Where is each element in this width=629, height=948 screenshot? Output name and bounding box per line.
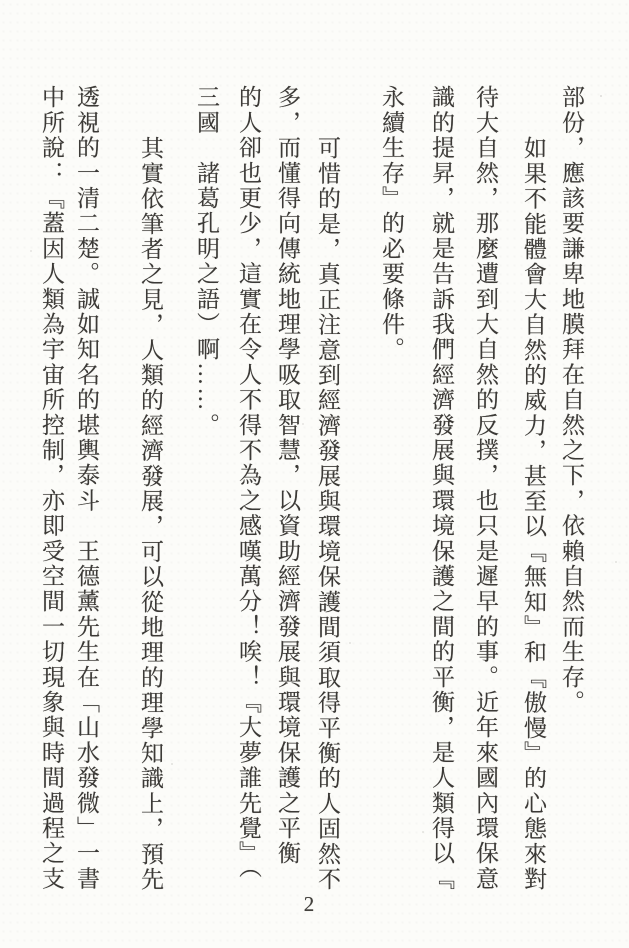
text-column: 的人卻也更少，這實在令人不得不為之感嘆萬分！唉！『大夢誰先覺』（ [236, 85, 261, 880]
text-column: 三國 諸葛孔明之語）啊……。 [194, 85, 219, 438]
text-column: 如果不能體會大自然的威力，甚至以『無知』和『傲慢』的心態來對 [521, 136, 546, 892]
text-column: 部份，應該要謙卑地膜拜在自然之下，依賴自然而生存。 [559, 85, 584, 715]
text-column: 識的提昇，就是告訴我們經濟發展與環境保護之間的平衡，是人類得以『 [429, 85, 454, 892]
text-column: 待大自然，那麼遭到大自然的反撲，也只是遲早的事。近年來國內環保意 [473, 85, 498, 892]
page-number: 2 [303, 892, 315, 916]
text-column: 透視的一清二楚。誠如知名的堪輿泰斗 王德薰先生在「山水發微」一書 [74, 85, 99, 892]
text-column: 永續生存』的必要條件。 [379, 85, 404, 363]
text-column: 其實依筆者之見，人類的經濟發展，可以從地理的理學知識上，預先 [138, 136, 163, 892]
text-column: 多，而懂得向傳統地理學吸取智慧，以資助經濟發展與環境保護之平衡 [275, 85, 300, 867]
text-column: 可惜的是，真正注意到經濟發展與環境保護間須取得平衡的人固然不 [315, 136, 340, 892]
text-column: 中所說：『蓋因人類為宇宙所控制，亦即受空間一切現象與時間過程之支 [39, 85, 64, 892]
scan-noise [0, 0, 2, 2]
